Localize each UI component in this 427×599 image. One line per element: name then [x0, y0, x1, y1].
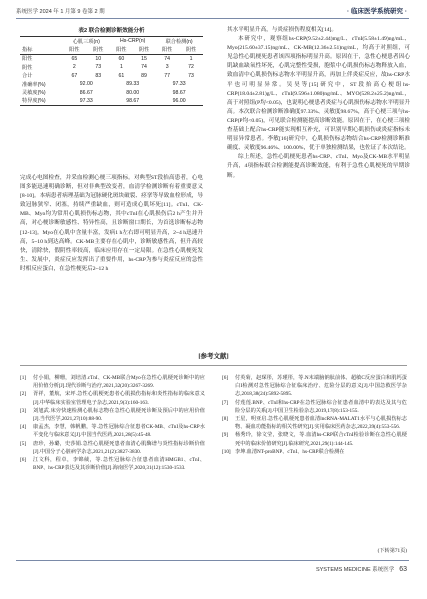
table-corner-cell	[20, 37, 62, 46]
table-cell: 92.00	[79, 81, 93, 88]
column-header: 阳性	[155, 45, 179, 54]
column-header: 阴性	[179, 45, 203, 54]
table-cell: 准确率(%)	[22, 81, 46, 88]
table-row	[20, 72, 203, 80]
reference-text: 付小娟，柳珊，刘培清.cTnI、CK-MB联合Myo在急性心肌梗死诊断中的应用价值分析[J].现代诊断与治疗,2021,32(20):3267-3269.	[33, 375, 205, 390]
table-cell: 83	[95, 72, 102, 79]
table-cell: 10	[95, 55, 102, 62]
reference-text: 胥祥，董航，宋坪.急性心肌梗死患者心肌损伤指标和炎性指标的临床意义[J].中华临床实验室管理电子杂志,2021,9(3):160-163.	[33, 391, 205, 406]
table-cell: 61	[118, 72, 125, 79]
references-divider	[20, 365, 407, 366]
table-row	[20, 63, 203, 71]
reference-item	[20, 456, 205, 472]
running-header-issue: 系统医学 2024 年 1 月第 9 卷第 2 期	[16, 9, 105, 15]
table-cell: 89.33	[126, 81, 140, 88]
reference-item	[20, 423, 205, 439]
reference-number: [10]	[222, 448, 231, 455]
reference-text: 李坤.血清NT-proBNP、cTnI、hs-CRP联合检测在	[235, 448, 345, 455]
reference-number: [2]	[20, 391, 27, 398]
left-column-body	[20, 174, 203, 274]
table-cell: 86.67	[79, 89, 93, 96]
reference-number: [6]	[20, 457, 27, 464]
table-cell: 89	[141, 72, 147, 79]
continued-on-page-note: (下转第71页)	[377, 548, 407, 554]
reference-number: [6]	[222, 375, 229, 381]
reference-item	[222, 399, 407, 415]
table-cell: 96.00	[155, 97, 203, 106]
references-heading: [参考文献]	[198, 353, 229, 360]
page-number: 63	[399, 566, 407, 573]
table-row	[20, 80, 203, 88]
table-cell: 73	[188, 72, 194, 79]
table-cell: 77	[164, 72, 171, 79]
reference-item	[222, 374, 407, 399]
diagnostic-efficacy-table	[20, 36, 203, 106]
table-row	[20, 54, 203, 63]
table-column-header-row	[20, 45, 203, 54]
table-cell: 98.67	[172, 89, 186, 96]
group-header-cardiac-triple: 心肌三项(n)	[62, 37, 110, 46]
table-row	[20, 88, 203, 96]
page-footer	[316, 565, 407, 573]
table-cell: 2	[72, 64, 76, 71]
table-cell: 67	[71, 72, 78, 79]
header-divider	[16, 18, 409, 19]
reference-item	[20, 440, 205, 456]
table-cell: 97.33	[62, 97, 110, 106]
table-cell: 80.00	[126, 89, 140, 96]
table-cell: 合计	[22, 73, 33, 80]
table-cell: 15	[141, 55, 147, 62]
reference-number: [5]	[20, 440, 27, 447]
table-cell: 73	[95, 64, 102, 71]
table-cell: 98.67	[110, 97, 155, 106]
reference-number: [7]	[222, 399, 229, 406]
reference-number: [1]	[20, 375, 27, 381]
table-cell: 72	[188, 64, 194, 71]
reference-text: 付莲莲.BNP、cTnI和hs-CRP在急性冠脉综合征患者血清中的表达及其与危险分层的关系[J].中国卫生检验杂志,2019,17(8):153-155.	[235, 399, 407, 414]
table-row	[20, 97, 203, 106]
table-cell: 特异度(%)	[20, 97, 62, 106]
table-cell: 1	[119, 64, 123, 71]
reference-text: 付英菊，赵琛彤，苏瑾彤，等.N末端脑钠肽前体、超敏C反应蛋白和肌钙蛋白I检测对急性冠脉综合征临床治疗、危险分层的意义[J].中国急救医学杂志,2018,38(24):5892-5895.	[235, 375, 407, 398]
body-paragraph: 完成心电图检查，并采血检测心梗三项指标。对典型ST段抬高患者，心电图多能迅速明确诊断，但对非典型改变者，血清学检测诊断有着重要意义[8-10]。本病患者病理基础为冠脉硬化斑块破裂、痉挛等导致血栓形成，导致冠脉狭窄、闭塞，持续严重缺血，则可造成心肌坏死[11]。cTnI、CK-MB、Myo均为常用心肌损伤标志物，其中cTnI在心肌损伤后2 h产生并升高，对心梗诊断敏感性、特异性高，且诊断窗口期长，为首选诊断标志物[12-13]。Myo在心肌中含量丰富，发病1 h左右即可明显升高，2~4 h迅速升高，5~10 h到达高峰。CK-MB主要存在心肌中，诊断敏感性高，但升高较快，清除快，假阴性率较高，临床应用存在一定局限。在急性心肌梗死发生、发展中，炎症反应发挥出了重要作用，hs-CRP为参与炎症反应的急性时相反应蛋白，在急性梗死后2~12 h	[20, 175, 203, 272]
column-header: 阳性	[110, 45, 133, 54]
reference-text: 杨秀玲，徐文莹，张晓文，等.血清hs-CRP联合cTnI检验诊断在急性心肌梗死中的临床价值研究[J].临床研究,2021,29(1):144-145.	[235, 432, 407, 447]
reference-text: 康孟杰，李慧，韩帆鹏，等.急性冠脉综合征患者CK-MB、cTnI及hs-CRP水平变化与临床意义[J].中国当代医药,2021,28(5):45-48.	[33, 424, 205, 439]
column-header: 阴性	[133, 45, 156, 54]
column-header: 指标	[20, 45, 62, 54]
reference-text: 刘旭武.床旁快速检测心肌标志物在急性心肌梗死诊断及预后中的应用价值[J].当代医学,2021,27(10):88-90.	[33, 407, 205, 423]
table-cell: 97.33	[172, 81, 186, 88]
table-cell: 60	[118, 55, 125, 62]
table-cell: 74	[164, 55, 171, 62]
reference-item	[20, 374, 205, 390]
reference-text: 王星，明亚启.急性心肌梗死患者血清lncRNA-MALAT1水平与心肌损伤标志物、凝血功能指标的相关性研究[J].实用临床医药杂志,2022,39(4):553-556.	[235, 416, 407, 431]
reference-number: [8]	[222, 416, 229, 423]
reference-number: [9]	[222, 432, 229, 439]
table-cell: 3	[165, 64, 169, 71]
group-header-combined: 联合检测(n)	[155, 37, 203, 46]
table-cell: 1	[189, 55, 193, 62]
table-cell: 阳性	[22, 56, 33, 63]
references-left-column	[20, 374, 205, 472]
body-paragraph: 其水平明显升高，与炎症损伤程度相关[14]。	[227, 27, 338, 33]
references-right-column	[222, 374, 407, 456]
reference-text: 唐珍，孙璐，史莎娟.急性心肌梗死患者血清心肌酶谱与炎性指标诊断价值[J].中国分子心脏病学杂志,2021,21(2):3827-3830.	[33, 440, 205, 455]
reference-item	[222, 431, 407, 447]
table-cell: 74	[141, 64, 147, 71]
body-paragraph: 本研究中，观察组hs-CRP(9.52±2.44)mg/L、cTnI(5.58±1.49)ng/mL、Myo(215.60±37.15)ng/mL、CK-MB(12.36±2.51)ng/mL，均高于对照组，可见急性心肌梗死患者该四项指标明显升高。原因在于，急性心梗患者因心肌缺血缺氧性坏死，心肌完整性受损，胞浆中心肌损伤标志物释放入血，致血清中心肌损伤标志物水平明显升高，再加上伴炎症反应，故hs-CRP水平也可明显异常。吴昊等[15]研究中，ST段抬高心梗组hs-CRP(18.04±2.81)g/L、cTnI(9.596±1.080)ng/mL、MYO(528.2±25.2)ng/mL，高于对照组(P均<0.05)，也说明心梗患者炎症与心肌损伤标志物水平明显升高。本次联合检测诊断准确度97.33%、灵敏度98.67%，高于心梗三项与hs-CRP(P均<0.05)，可见联合检测能提高诊断效能。原因在于，在心梗三项检查基础上配合hs-CRP能实现相互补充，可识别早期心肌损伤或炎症指标未明显异常患者。李敏[16]研究中，心肌损伤标志物结合hs-CRP检测诊断准确度、灵敏度96.46%、100.00%，优于单独检测结果，也佐证了本次结论。	[227, 36, 410, 152]
table-cell: 65	[71, 55, 78, 62]
column-header: 阳性	[62, 45, 86, 54]
reference-item	[222, 415, 407, 431]
table-cell: 灵敏度(%)	[22, 90, 46, 97]
reference-number: [4]	[20, 424, 27, 431]
group-header-hs-crp: Hs-CRP(n)	[110, 37, 155, 46]
reference-item	[20, 407, 205, 423]
column-header: 阴性	[86, 45, 110, 54]
right-column-body	[227, 26, 410, 181]
table-group-header-row	[20, 37, 203, 46]
conclusion-paragraph: 综上所述，急性心肌梗死患者hs-CRP、cTnI、Myo及CK-MB水平明显升高，4项指标联合检测能提高诊断效能，有利于急性心肌梗死的早期诊断。	[227, 154, 410, 179]
table-title: 表2 联合检测诊断效能分析	[78, 28, 145, 34]
reference-number: [3]	[20, 407, 27, 414]
reference-text: 江文科，程卓，李锦葳，等.急性冠脉综合征患者血清HMGB1、cTnI、BNP、hs-CRP表达及其诊断价值[J].海南医学,2020,31(12):1530-1533.	[33, 457, 205, 472]
reference-item	[20, 390, 205, 406]
footer-divider	[16, 560, 409, 561]
table-cell: 阴性	[22, 64, 33, 71]
reference-item	[222, 448, 407, 456]
running-header-section: · 临床医学系统研究 ·	[347, 8, 407, 15]
footer-journal-name: SYSTEMS MEDICINE 系统医学	[315, 567, 395, 573]
